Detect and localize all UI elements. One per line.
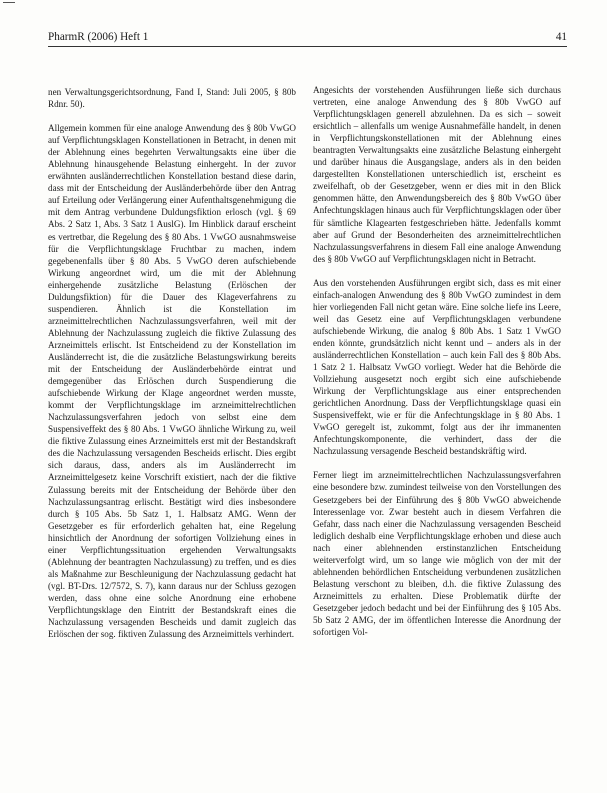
running-header [48, 30, 567, 46]
paragraph: Aus den vorstehenden Ausführungen ergibt sich, dass es mit einer einfach-analogen Anwendung des § 80b VwGO zumindest in dem hier vorliegenden Fall nicht getan wäre. Eine solche liefe ins Leere, weil das Gesetz eine auf Verpflichtungsklagen verbundene aufschiebende Wirkung, die analog § 80b Abs. 1 Satz 1 VwGO enden könnte, grundsätzlich nicht kennt und – anders als in der ausländerrechtlichen Konstellation – auch kein Fall des § 80b Abs. 1 Satz 2 1. Halbsatz VwGO vorliegt. Weder hat die Behörde die Vollziehung ausgesetzt noch ergibt sich eine aufschiebende Wirkung der Verpflichtungsklage aus einer entsprechenden gerichtlichen Anordnung. Dass der Verpflichtungsklage quasi ein Suspensiveffekt, wie er für die Anfechtungsklage in § 80 Abs. 1 VwGO geregelt ist, zukommt, folgt aus der ihr immanenten Anfechtungskomponente, die verhindert, dass der die Nachzulassung versagende Bescheid bestandskräftig wird. [313, 277, 561, 457]
right-column [313, 84, 561, 638]
paragraph: Angesichts der vorstehenden Ausführungen ließe sich durchaus vertreten, eine analoge Anwendung des § 80b VwGO auf Verpflichtungsklagen generell abzulehnen. Da es sich – soweit ersichtlich – allenfalls um wenige Ausnahmefälle handelt, in denen in Verpflichtungskonstellationen mit der Ablehnung eines beantragten Verwaltungsakts eine zusätzliche Belastung einhergeht und darüber hinaus die Ausgangslage, anders als in den beiden dargestellten Konstellationen unterschiedlich ist, erscheint es zweifelhaft, ob der Gesetzgeber, wenn er dies mit in den Blick genommen hätte, den Anwendungsbereich des § 80b VwGO über Anfechtungsklagen hinaus auch für Verpflichtungsklagen oder über für sämtliche Klagearten festgeschrieben hätte. Jedenfalls kommt aber auf Grund der Besonderheiten des arzneimittelrechtlichen Nachzulassungsverfahrens in diesem Fall eine analoge Anwendung des § 80b VwGO auf Verpflichtungsklagen nicht in Betracht. [313, 85, 561, 264]
page-number: 41 [555, 31, 567, 43]
header-rule [48, 46, 567, 47]
left-column [48, 86, 296, 640]
paragraph: Allgemein kommen für eine analoge Anwendung des § 80b VwGO auf Verpflichtungsklagen Konstellationen in Betracht, in denen mit der Ablehnung eines begehrten Verwaltungsakts eine über die Ablehnung hinausgehende Belastung einhergeht. In der zuvor erwähnten ausländerrechtlichen Konstellation bestand diese darin, dass mit der Entscheidung der Ausländerbehörde über den Antrag auf Erteilung oder Verlängerung einer Aufenthaltsgenehmigung die mit dem Antrag verbundene Duldungsfiktion erlosch (vgl. § 69 Abs. 2 Satz 1, Abs. 3 Satz 1 AuslG). Im Hinblick darauf erscheint es vertretbar, die Regelung des § 80 Abs. 1 VwGO ausnahmsweise für die Verpflichtungsklage Fruchtbar zu machen, indem gegebenenfalls über § 80 Abs. 5 VwGO deren aufschiebende Wirkung angeordnet wird, um die mit der Ablehnung einhergehende zusätzliche Belastung (Erlöschen der Duldungsfiktion) für die Dauer des Klageverfahrens zu suspendieren. Ähnlich ist die Konstellation im arzneimittelrechtlichen Nachzulassungsverfahren, weil mit der Ablehnung der Nachzulassung zugleich die fiktive Zulassung des Arzneimittels erlischt. Ist Entscheidend zu der Konstellation im Ausländerrecht ist, die die zusätzliche Belastungswirkung bereits mit der Entscheidung der Ausländerbehörde eintrat und demgegenüber das Erlöschen durch Suspendierung die aufschiebende Wirkung der Klage angeordnet werden musste, kommt der Verpflichtungsklage im arzneimittelrechtlichen Nachzulassungsverfahren jedoch von selbst eine dem Suspensiveffekt des § 80 Abs. 1 VwGO ähnliche Wirkung zu, weil die fiktive Zulassung eines Arzneimittels erst mit der Bestandskraft des die Nachzulassung versagenden Bescheids erlischt. Dies ergibt sich daraus, dass, anders als im Ausländerrecht im Arzneimittelgesetz keine Vorschrift existiert, nach der die fiktive Zulassung bereits mit der Entscheidung der Behörde über den Nachzulassungsantrag erlischt. Bestätigt wird dies insbesondere durch § 105 Abs. 5b Satz 1, 1. Halbsatz AMG. Wenn der Gesetzgeber es für erforderlich gehalten hat, eine Regelung hinsichtlich der Anordnung der sofortigen Vollziehung eines in einer Verpflichtungssituation ergehenden Verwaltungsakts (Ablehnung der beantragten Nachzulassung) zu treffen, und es dies als Maßnahme zur Beschleunigung der Nachzulassung gedacht hat (vgl. BT-Drs. 12/7572, S. 7), kann daraus nur der Schluss gezogen werden, dass ohne eine solche Anordnung eine erhobene Verpflichtungsklage den Eintritt der Bestandskraft eines die Nachzulassung versagenden Bescheids und damit zugleich das Erlöschen der sog. fiktiven Zulassung des Arzneimittels verhindert. [48, 123, 296, 640]
journal-issue: PharmR (2006) Heft 1 [48, 31, 149, 43]
paragraph: nen Verwaltungsgerichtsordnung, Fand I, Stand: Juli 2005, § 80b Rdnr. 50). [48, 87, 296, 110]
scan-corner-mark [3, 2, 15, 3]
paragraph: Ferner liegt im arzneimittelrechtlichen Nachzulassungsverfahren eine besondere bzw. zumindest teilweise von den Vorstellungen des Gesetzgebers bei der Einführung des § 80b VwGO abweichende Interessenlage vor. Zwar besteht auch in diesem Verfahren die Gefahr, dass nach einer die Nachzulassung versagenden Bescheid lediglich deshalb eine Verpflichtungsklage erhoben und diese auch nach einer ablehnenden erstinstanzlichen Entscheidung weiterverfolgt wird, um so lange wie möglich von der mit der ablehnenden behördlichen Entscheidung verbundenen zusätzlichen Belastung verschont zu bleiben, d.h. die fiktive Zulassung des Arzneimittels zu erhalten. Diese Problematik dürfte der Gesetzgeber jedoch bedacht und bei der Einführung des § 105 Abs. 5b Satz 2 AMG, der im öffentlichen Interesse die Anordnung der sofortigen Vol- [313, 470, 561, 638]
